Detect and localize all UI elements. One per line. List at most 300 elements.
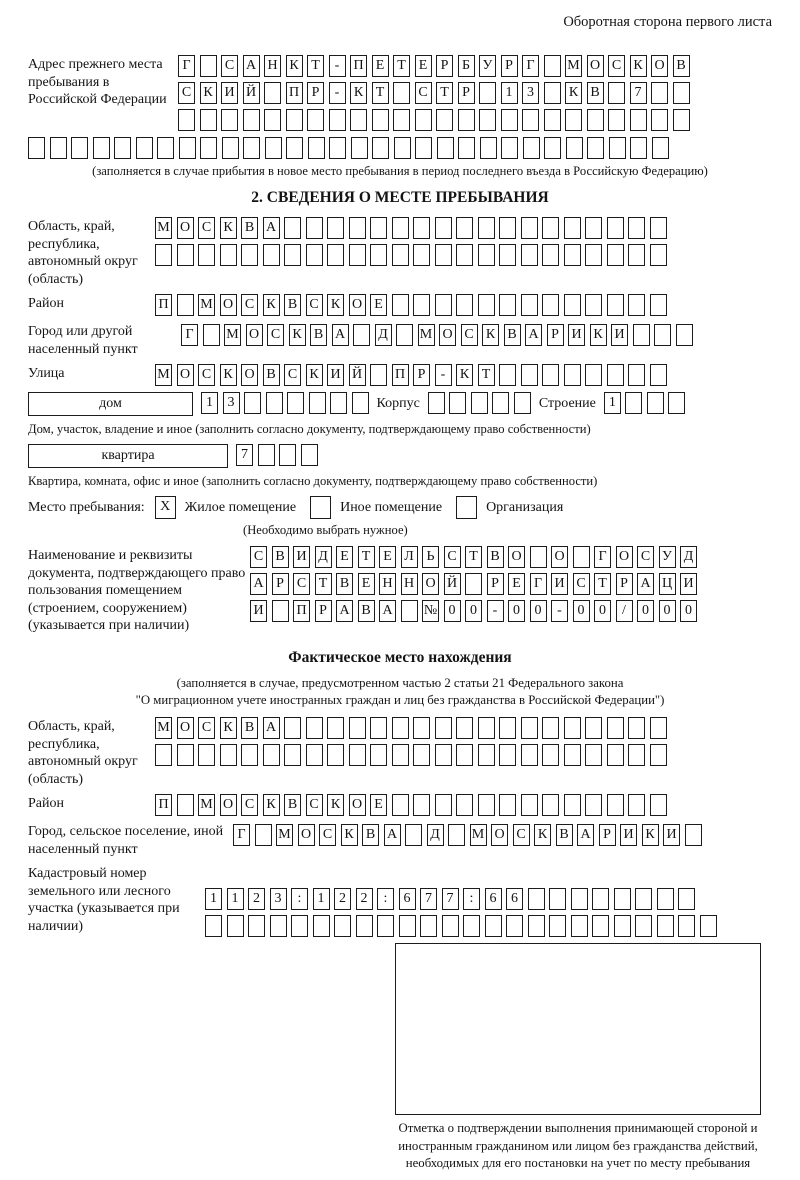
char-cell[interactable]: Р [315,600,332,622]
char-cell[interactable] [413,217,430,239]
char-cell[interactable] [542,294,559,316]
char-cell[interactable]: О [508,546,525,568]
char-cell[interactable]: Г [522,55,539,77]
char-cell[interactable]: 0 [465,600,482,622]
char-cell[interactable] [307,109,324,131]
char-cell[interactable]: Т [436,82,453,104]
char-cell[interactable]: Т [307,55,324,77]
char-cell[interactable]: И [680,573,697,595]
char-cell[interactable]: 1 [313,888,330,910]
char-cell[interactable] [492,392,509,414]
char-cell[interactable] [349,244,366,266]
char-cell[interactable]: - [329,55,346,77]
char-cell[interactable] [203,324,220,346]
char-cell[interactable]: 7 [420,888,437,910]
char-cell[interactable]: О [220,794,237,816]
char-cell[interactable]: А [577,824,594,846]
char-cell[interactable] [327,744,344,766]
char-cell[interactable]: И [250,600,267,622]
char-cell[interactable]: К [350,82,367,104]
char-cell[interactable] [628,294,645,316]
char-cell[interactable] [673,109,690,131]
char-cell[interactable]: С [284,364,301,386]
char-cell[interactable]: 0 [594,600,611,622]
char-cell[interactable]: О [587,55,604,77]
char-cell[interactable]: 6 [399,888,416,910]
char-cell[interactable]: Т [358,546,375,568]
char-cell[interactable]: 0 [573,600,590,622]
char-cell[interactable] [330,392,347,414]
char-cell[interactable]: И [611,324,628,346]
char-cell[interactable] [393,109,410,131]
char-cell[interactable] [420,915,437,937]
char-cell[interactable] [521,244,538,266]
char-cell[interactable] [657,915,674,937]
char-cell[interactable]: С [178,82,195,104]
char-cell[interactable]: К [220,217,237,239]
char-cell[interactable]: П [293,600,310,622]
char-cell[interactable]: Р [487,573,504,595]
char-cell[interactable]: М [155,364,172,386]
char-cell[interactable] [370,364,387,386]
char-cell[interactable] [264,82,281,104]
char-cell[interactable]: У [659,546,676,568]
char-cell[interactable] [549,888,566,910]
char-cell[interactable]: П [155,294,172,316]
char-cell[interactable] [413,717,430,739]
char-cell[interactable]: К [565,82,582,104]
char-cell[interactable] [327,217,344,239]
char-cell[interactable]: Р [501,55,518,77]
char-cell[interactable] [227,915,244,937]
char-cell[interactable] [549,915,566,937]
char-cell[interactable]: О [491,824,508,846]
char-cell[interactable] [521,217,538,239]
char-cell[interactable] [284,217,301,239]
char-cell[interactable]: В [587,82,604,104]
char-cell[interactable] [607,244,624,266]
char-cell[interactable] [521,794,538,816]
char-cell[interactable] [654,324,671,346]
char-cell[interactable] [499,364,516,386]
char-cell[interactable] [571,888,588,910]
char-cell[interactable]: И [551,573,568,595]
char-cell[interactable] [221,109,238,131]
char-cell[interactable]: С [241,794,258,816]
char-cell[interactable]: О [439,324,456,346]
char-cell[interactable]: С [198,364,215,386]
char-cell[interactable]: С [198,717,215,739]
char-cell[interactable] [284,744,301,766]
char-cell[interactable] [479,82,496,104]
char-cell[interactable] [413,294,430,316]
char-cell[interactable] [650,794,667,816]
char-cell[interactable]: О [177,217,194,239]
char-cell[interactable] [372,109,389,131]
char-cell[interactable] [449,392,466,414]
char-cell[interactable] [628,717,645,739]
char-cell[interactable]: Е [336,546,353,568]
char-cell[interactable] [458,137,475,159]
char-cell[interactable]: В [263,364,280,386]
char-cell[interactable] [287,392,304,414]
char-cell[interactable]: Д [427,824,444,846]
char-cell[interactable] [542,217,559,239]
char-cell[interactable]: А [250,573,267,595]
char-cell[interactable] [585,244,602,266]
char-cell[interactable] [650,744,667,766]
char-cell[interactable] [428,392,445,414]
char-cell[interactable] [499,717,516,739]
char-cell[interactable] [564,744,581,766]
char-cell[interactable] [435,294,452,316]
char-cell[interactable] [442,915,459,937]
char-cell[interactable] [392,294,409,316]
char-cell[interactable] [630,109,647,131]
char-cell[interactable]: В [336,573,353,595]
house-box[interactable]: дом [28,392,193,416]
char-cell[interactable]: 0 [508,600,525,622]
char-cell[interactable] [542,744,559,766]
char-cell[interactable] [370,717,387,739]
char-cell[interactable] [564,244,581,266]
char-cell[interactable]: И [568,324,585,346]
char-cell[interactable] [399,915,416,937]
char-cell[interactable] [564,364,581,386]
char-cell[interactable] [241,244,258,266]
char-cell[interactable]: В [310,324,327,346]
char-cell[interactable]: К [642,824,659,846]
char-cell[interactable] [392,794,409,816]
char-cell[interactable] [499,744,516,766]
char-cell[interactable]: К [327,294,344,316]
char-cell[interactable] [177,294,194,316]
char-cell[interactable]: № [422,600,439,622]
char-cell[interactable]: К [630,55,647,77]
char-cell[interactable] [651,109,668,131]
char-cell[interactable] [700,915,717,937]
char-cell[interactable]: Ц [659,573,676,595]
char-cell[interactable]: 1 [201,392,218,414]
char-cell[interactable] [136,137,153,159]
char-cell[interactable] [650,364,667,386]
char-cell[interactable]: П [392,364,409,386]
char-cell[interactable] [301,444,318,466]
char-cell[interactable]: И [620,824,637,846]
char-cell[interactable] [349,744,366,766]
char-cell[interactable] [372,137,389,159]
char-cell[interactable] [456,794,473,816]
char-cell[interactable]: К [286,55,303,77]
char-cell[interactable] [478,794,495,816]
char-cell[interactable]: В [272,546,289,568]
char-cell[interactable]: С [221,55,238,77]
char-cell[interactable] [544,82,561,104]
char-cell[interactable]: Е [508,573,525,595]
char-cell[interactable]: 2 [248,888,265,910]
char-cell[interactable]: - [435,364,452,386]
char-cell[interactable] [155,244,172,266]
char-cell[interactable]: Н [379,573,396,595]
char-cell[interactable]: К [263,294,280,316]
char-cell[interactable] [329,109,346,131]
char-cell[interactable] [544,55,561,77]
char-cell[interactable] [258,444,275,466]
char-cell[interactable] [587,109,604,131]
char-cell[interactable]: Т [594,573,611,595]
char-cell[interactable]: И [663,824,680,846]
char-cell[interactable] [607,217,624,239]
char-cell[interactable] [352,392,369,414]
char-cell[interactable] [393,82,410,104]
char-cell[interactable] [592,888,609,910]
char-cell[interactable]: М [565,55,582,77]
char-cell[interactable]: О [177,717,194,739]
char-cell[interactable]: М [418,324,435,346]
char-cell[interactable]: О [349,794,366,816]
char-cell[interactable]: С [415,82,432,104]
char-cell[interactable]: С [319,824,336,846]
char-cell[interactable]: К [534,824,551,846]
char-cell[interactable] [200,109,217,131]
char-cell[interactable]: 6 [506,888,523,910]
char-cell[interactable]: Л [401,546,418,568]
char-cell[interactable]: Р [547,324,564,346]
char-cell[interactable] [571,915,588,937]
char-cell[interactable] [114,137,131,159]
char-cell[interactable] [263,244,280,266]
apartment-box[interactable]: квартира [28,444,228,468]
char-cell[interactable] [479,109,496,131]
char-cell[interactable] [625,392,642,414]
char-cell[interactable] [313,915,330,937]
char-cell[interactable]: О [246,324,263,346]
char-cell[interactable] [435,744,452,766]
char-cell[interactable] [607,294,624,316]
char-cell[interactable]: Р [413,364,430,386]
char-cell[interactable]: К [482,324,499,346]
char-cell[interactable]: М [155,217,172,239]
char-cell[interactable] [248,915,265,937]
char-cell[interactable]: О [298,824,315,846]
char-cell[interactable]: М [224,324,241,346]
char-cell[interactable] [542,244,559,266]
char-cell[interactable] [566,137,583,159]
char-cell[interactable] [370,244,387,266]
char-cell[interactable] [585,294,602,316]
char-cell[interactable] [350,109,367,131]
char-cell[interactable] [499,794,516,816]
char-cell[interactable]: 0 [444,600,461,622]
char-cell[interactable] [592,915,609,937]
char-cell[interactable] [614,915,631,937]
char-cell[interactable] [177,244,194,266]
char-cell[interactable]: О [177,364,194,386]
checkbox-residential[interactable]: X [155,496,176,519]
char-cell[interactable]: В [284,794,301,816]
char-cell[interactable] [478,744,495,766]
char-cell[interactable] [456,744,473,766]
char-cell[interactable] [413,794,430,816]
char-cell[interactable]: А [263,217,280,239]
char-cell[interactable] [501,137,518,159]
char-cell[interactable]: Р [307,82,324,104]
char-cell[interactable] [607,744,624,766]
char-cell[interactable]: Р [599,824,616,846]
char-cell[interactable]: С [293,573,310,595]
char-cell[interactable] [633,324,650,346]
char-cell[interactable] [370,217,387,239]
char-cell[interactable]: К [341,824,358,846]
char-cell[interactable]: О [241,364,258,386]
char-cell[interactable] [28,137,45,159]
char-cell[interactable] [676,324,693,346]
char-cell[interactable]: С [241,294,258,316]
char-cell[interactable] [514,392,531,414]
char-cell[interactable]: Д [680,546,697,568]
char-cell[interactable] [485,915,502,937]
char-cell[interactable]: : [463,888,480,910]
char-cell[interactable] [630,137,647,159]
char-cell[interactable] [587,137,604,159]
char-cell[interactable] [478,217,495,239]
char-cell[interactable] [585,794,602,816]
char-cell[interactable] [243,109,260,131]
char-cell[interactable] [564,717,581,739]
char-cell[interactable] [200,55,217,77]
char-cell[interactable]: А [525,324,542,346]
char-cell[interactable] [435,794,452,816]
char-cell[interactable] [521,294,538,316]
char-cell[interactable]: К [289,324,306,346]
char-cell[interactable]: - [551,600,568,622]
char-cell[interactable] [200,137,217,159]
char-cell[interactable]: И [327,364,344,386]
char-cell[interactable] [471,392,488,414]
char-cell[interactable] [609,137,626,159]
char-cell[interactable] [614,888,631,910]
char-cell[interactable] [608,109,625,131]
char-cell[interactable] [401,600,418,622]
char-cell[interactable] [607,717,624,739]
char-cell[interactable] [179,137,196,159]
char-cell[interactable]: Д [375,324,392,346]
char-cell[interactable]: С [513,824,530,846]
char-cell[interactable] [244,392,261,414]
char-cell[interactable]: А [336,600,353,622]
char-cell[interactable]: О [422,573,439,595]
char-cell[interactable] [349,217,366,239]
char-cell[interactable] [270,915,287,937]
char-cell[interactable] [266,392,283,414]
char-cell[interactable] [564,294,581,316]
char-cell[interactable]: К [200,82,217,104]
char-cell[interactable]: Р [436,55,453,77]
char-cell[interactable]: 1 [604,392,621,414]
char-cell[interactable]: А [637,573,654,595]
char-cell[interactable]: 0 [637,600,654,622]
char-cell[interactable]: Й [243,82,260,104]
char-cell[interactable] [585,717,602,739]
char-cell[interactable] [220,744,237,766]
char-cell[interactable]: М [198,794,215,816]
char-cell[interactable]: К [590,324,607,346]
char-cell[interactable] [157,137,174,159]
char-cell[interactable]: К [220,717,237,739]
char-cell[interactable]: Г [594,546,611,568]
char-cell[interactable] [284,244,301,266]
char-cell[interactable]: В [504,324,521,346]
char-cell[interactable]: М [155,717,172,739]
char-cell[interactable] [650,294,667,316]
char-cell[interactable] [523,137,540,159]
char-cell[interactable]: М [276,824,293,846]
char-cell[interactable]: О [349,294,366,316]
char-cell[interactable]: С [250,546,267,568]
char-cell[interactable]: И [221,82,238,104]
char-cell[interactable]: Е [415,55,432,77]
char-cell[interactable] [351,137,368,159]
char-cell[interactable] [585,217,602,239]
char-cell[interactable] [528,915,545,937]
char-cell[interactable]: Е [379,546,396,568]
char-cell[interactable]: 0 [659,600,676,622]
char-cell[interactable] [329,137,346,159]
char-cell[interactable] [456,217,473,239]
char-cell[interactable] [650,244,667,266]
char-cell[interactable] [377,915,394,937]
char-cell[interactable] [478,717,495,739]
char-cell[interactable] [155,744,172,766]
char-cell[interactable]: : [377,888,394,910]
char-cell[interactable] [564,217,581,239]
char-cell[interactable] [415,137,432,159]
char-cell[interactable]: Е [358,573,375,595]
char-cell[interactable]: Т [315,573,332,595]
char-cell[interactable] [177,794,194,816]
char-cell[interactable] [392,217,409,239]
char-cell[interactable]: Р [458,82,475,104]
char-cell[interactable] [465,573,482,595]
char-cell[interactable] [628,744,645,766]
char-cell[interactable] [456,294,473,316]
char-cell[interactable] [437,137,454,159]
char-cell[interactable] [284,717,301,739]
char-cell[interactable]: 6 [485,888,502,910]
char-cell[interactable]: 7 [442,888,459,910]
char-cell[interactable]: И [293,546,310,568]
char-cell[interactable]: 1 [501,82,518,104]
char-cell[interactable]: 0 [680,600,697,622]
char-cell[interactable] [286,109,303,131]
char-cell[interactable]: А [379,600,396,622]
char-cell[interactable] [264,109,281,131]
char-cell[interactable] [499,217,516,239]
char-cell[interactable]: П [350,55,367,77]
char-cell[interactable]: Е [370,794,387,816]
char-cell[interactable] [392,244,409,266]
char-cell[interactable]: Ь [422,546,439,568]
char-cell[interactable] [585,744,602,766]
char-cell[interactable]: О [616,546,633,568]
char-cell[interactable] [652,137,669,159]
char-cell[interactable] [306,744,323,766]
char-cell[interactable] [349,717,366,739]
char-cell[interactable] [265,137,282,159]
char-cell[interactable] [243,137,260,159]
char-cell[interactable]: В [487,546,504,568]
char-cell[interactable]: 0 [530,600,547,622]
